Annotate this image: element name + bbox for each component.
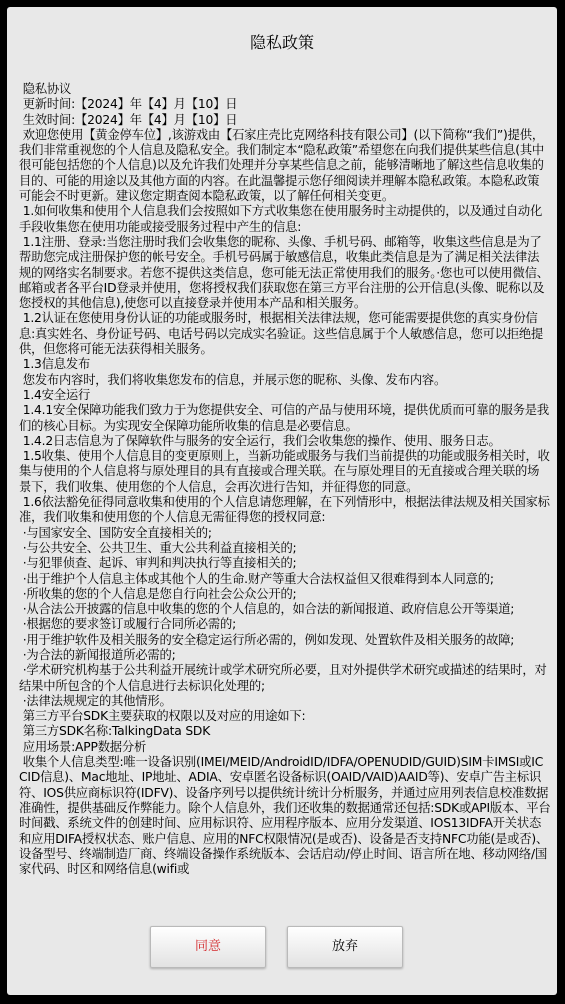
- decline-button[interactable]: 放弃: [287, 926, 403, 968]
- policy-paragraph: ·与公共安全、公共卫生、重大公共利益直接相关的;: [19, 540, 297, 555]
- policy-paragraph: 收集个人信息类型:唯一设备识别(IMEI/MEID/AndroidID/IDFA/OPENUDID/GUID)SIM卡IMSI或ICCID信息)、Mac地址、IP地址、ADIA、安卓匿名设备标识(OAID/VAID)AAID等)、安卓广告主标识符、IOS供应商标识符(IDFV)、设备序列号以提供统计统计分析服务，并通过应用列表信息校准数据准确性，提供基础反作弊能力。除个人信息外，我们还收集的数据通常还包括:SDK或API版本、平台时间戳、系统文件的创建时间、应用标识符、应用程序版本、应用分发渠道、IOS13IDFA开关状态和应用DIFA授权状态、账户信息、应用的NFC权限情况(是或否)、设备是否支持NFC功能(是或否)、设备型号、终端制造厂商、终端设备操作系统版本、会话启动/停止时间、语言所在地、移动网络/国家代码、时区和网络信息(wifi或: [19, 755, 551, 877]
- policy-paragraph: ·学术研究机构基于公共利益开展统计或学术研究所必要，且对外提供学术研究或描述的结果时，对结果中所包含的个人信息进行去标识化处理的;: [19, 663, 547, 693]
- policy-paragraph: 1.如何收集和使用个人信息我们会按照如下方式收集您在使用服务时主动提供的，以及通过自动化手段收集您在使用功能或接受服务过程中产生的信息:: [19, 204, 543, 234]
- policy-paragraph: 1.4安全运行: [19, 387, 91, 402]
- policy-paragraph: 第三方SDK名称:TalkingData SDK: [19, 724, 211, 739]
- policy-paragraph: ·出于维护个人信息主体或其他个人的生命.财产等重大合法权益但又很难得到本人同意的;: [19, 571, 494, 586]
- policy-paragraph: 欢迎您使用【黄金停车位】,该游戏由【石家庄壳比克网络科技有限公司】(以下简称“我们”)提供，我们非常重视您的个人信息及隐私安全。我们制定本“隐私政策”希望您在向我们提供某些信息(其中很可能包括您的个人信息)以及允许我们处理并分享某些信息之前，能够清晰地了解这些信息收集的目的、可能的用途以及其他方面的内容。在此温馨提示您仔细阅读并理解本隐私政策。本隐私政策可能会不时更新。建议您定期查阅本隐私政策，以了解任何相关变更。: [19, 127, 545, 204]
- policy-paragraph: 1.1注册、登录:当您注册时我们会收集您的昵称、头像、手机号码、邮箱等，收集这些信息是为了帮助您完成注册保护您的帐号安全。手机号码属于敏感信息，收集此类信息是为了满足相关法律法规的网络实名制要求。若您不提供这类信息，您可能无法正常使用我们的服务。·您也可以使用微信、邮箱或者各平台ID登录并使用，您将授权我们获取您在第三方平台注册的公开信息(头像、昵称以及您授权的其他信息),使您可以直接登录并使用本产品和相关服务。: [19, 234, 549, 311]
- policy-paragraph: ·用于维护软件及相关服务的安全稳定运行所必需的，例如发现、处置软件及相关服务的故障;: [19, 632, 515, 647]
- policy-paragraph: 您发布内容时，我们将收集您发布的信息，并展示您的昵称、头像、发布内容。: [19, 372, 447, 387]
- policy-paragraph: ·与国家安全、国防安全直接相关的;: [19, 525, 212, 540]
- policy-paragraph: 1.4.1安全保障功能我们致力于为您提供安全、可信的产品与使用环境，提供优质而可靠的服务是我们的核心目标。为实现安全保障功能所收集的信息是必要信息。: [19, 403, 549, 433]
- policy-paragraph: ·所收集的您的个人信息是您自行向社会公众公开的;: [19, 586, 297, 601]
- policy-paragraph: 1.2认证在您使用身份认证的功能或服务时，根据相关法律法规，您可能需要提供您的真实身份信息:真实姓名、身份证号码、电话号码以完成实名验证。这些信息属于个人敏感信息，您可以拒绝提供，但您将可能无法获得相关服务。: [19, 311, 544, 357]
- policy-paragraph: ·从合法公开披露的信息中收集的您的个人信息的，如合法的新闻报道、政府信息公开等渠道;: [19, 602, 515, 617]
- policy-paragraph: 1.6依法豁免征得同意收集和使用的个人信息请您理解，在下列情形中，根据法律法规及相关国家标准，我们收集和使用您的个人信息无需征得您的授权同意:: [19, 495, 550, 525]
- policy-paragraph: 生效时间:【2024】年【4】月【10】日: [19, 112, 238, 127]
- policy-paragraph: ·与犯罪侦查、起诉、审判和判决执行等直接相关的;: [19, 556, 297, 571]
- policy-paragraph: ·法律法规规定的其他情形。: [19, 693, 172, 708]
- policy-paragraph: 第三方平台SDK主要获取的权限以及对应的用途如下:: [19, 709, 306, 724]
- policy-paragraph: 1.4.2日志信息为了保障软件与服务的安全运行，我们会收集您的操作、使用、服务日志。: [19, 433, 501, 448]
- policy-paragraph: ·为合法的新闻报道所必需的;: [19, 647, 176, 662]
- policy-paragraph: 应用场景:APP数据分析: [19, 739, 147, 754]
- policy-paragraph: 1.5收集、使用个人信息目的变更原则上，当新功能或服务与我们当前提供的功能或服务相关时，收集与使用的个人信息将与原处理目的具有直接或合理关联。在与原处理目的无直接或合理关联的场景下，我们收集、使用您的个人信息，会再次进行告知，并征得您的同意。: [19, 449, 550, 494]
- policy-paragraph: 1.3信息发布: [19, 357, 91, 372]
- policy-paragraph: ·根据您的要求签订或履行合同所必需的;: [19, 617, 237, 632]
- privacy-dialog: [7, 7, 557, 995]
- policy-text-scroll[interactable]: [19, 82, 551, 957]
- policy-paragraph: 更新时间:【2024】年【4】月【10】日: [19, 97, 238, 112]
- policy-paragraph: 隐私协议: [19, 82, 72, 96]
- dialog-title: 隐私政策: [249, 33, 314, 52]
- agree-button[interactable]: 同意: [150, 926, 266, 968]
